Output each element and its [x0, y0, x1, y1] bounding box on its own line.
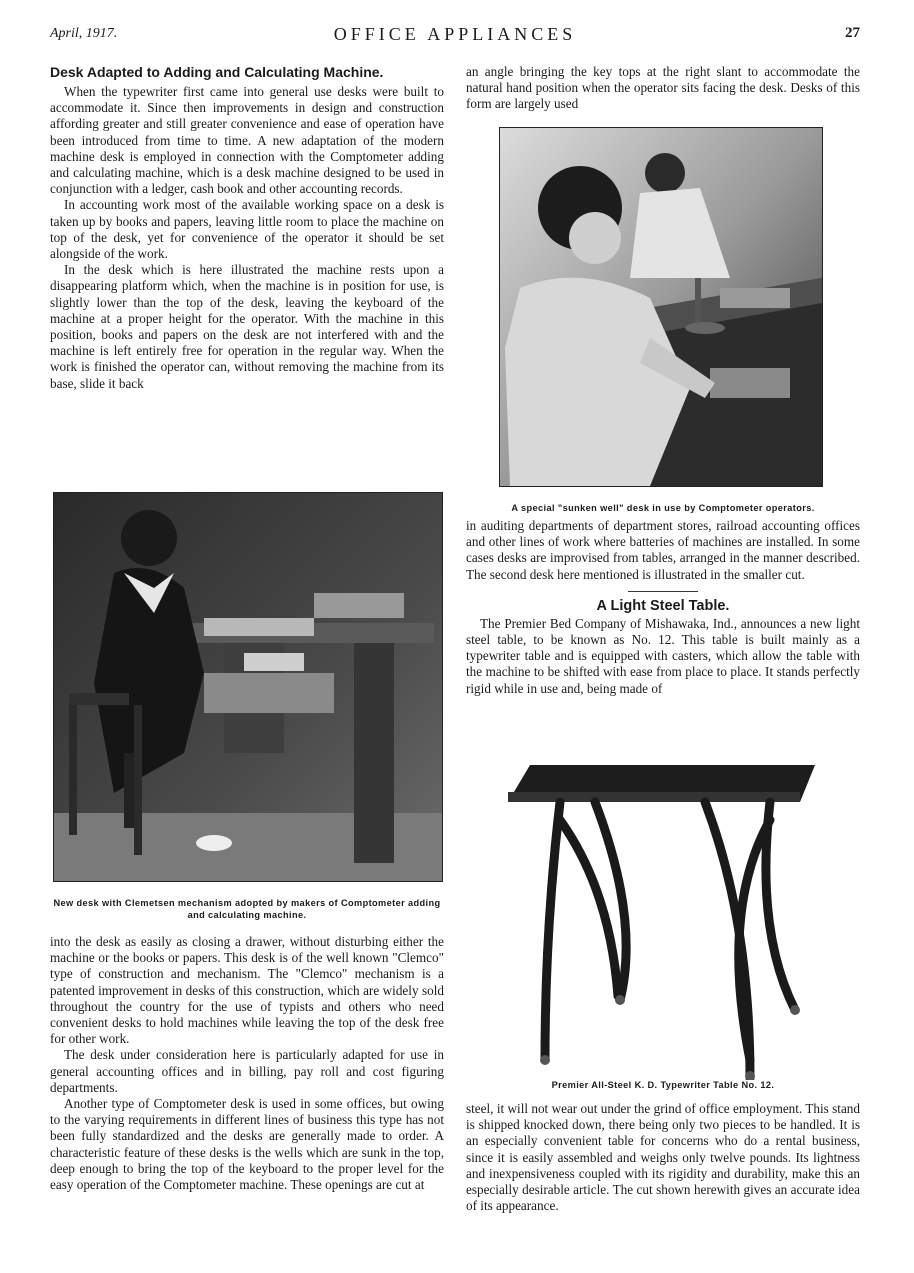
photo-sunken-well-desk — [499, 127, 823, 487]
illustration-caption: Premier All-Steel K. D. Typewriter Table No. 12. — [551, 1080, 775, 1090]
paragraph: an angle bringing the key tops at the right slant to accommodate the natural hand position when the operator sits facing the desk. Desks of this form are largely used — [466, 64, 860, 112]
right-column-bottom — [466, 1101, 860, 1214]
article-title: Desk Adapted to Adding and Calculating Machine. — [50, 64, 384, 80]
paragraph: In the desk which is here illustrated the machine rests upon a disappearing platform which, when the machine is in position for use, is slightly lower than the top of the desk, leaving the keyboard of the machine at a proper height for the operator. With the machine in this position, books and papers on the desk are not interfered with and the machine is left entirely free for operation in the regular way. When the work is finished the operator can, without removing the machine from its base, slide it back — [50, 262, 444, 391]
page-header — [50, 24, 860, 46]
paragraph: The desk under consideration here is particularly adapted for use in general accounting offices and in billing, pay roll and cost figuring departments. — [50, 1047, 444, 1095]
section-divider — [628, 591, 698, 592]
paragraph: into the desk as easily as closing a drawer, without disturbing either the machine or the books or papers. This desk is of the well known "Clemco" type of construction and mechanism. The "Clemco" mechanism is a patented improvement in desks of this construction, which are widely sold throughout the country for the use of typists and others who need convenient desks to hold machines while leaving the top of the desk free for other work. — [50, 934, 444, 1047]
issue-date: April, 1917. — [50, 26, 118, 41]
article-title: A Light Steel Table. — [596, 597, 730, 614]
paragraph: In accounting work most of the available working space on a desk is taken up by books and papers, leaving little room to place the machine on top of the desk, yet for convenience of the operator it should be set alongside of the work. — [50, 197, 444, 262]
paragraph: in auditing departments of department stores, railroad accounting offices and other lines of work where batteries of machines are installed. In some cases desks are improvised from tables, arranged in the manner described. The second desk here mentioned is illustrated in the smaller cut. — [466, 518, 860, 582]
left-column-top — [50, 64, 444, 392]
illustration-steel-table — [500, 760, 820, 1080]
journal-title: OFFICE APPLIANCES — [333, 24, 577, 44]
paragraph: steel, it will not wear out under the grind of office employment. This stand is shipped knocked down, there being only two pieces to be handled. It is an especially convenient table for concerns who do a rental business, since it is easily assembled and weighs only twelve pounds. Its lightness and inexpensiveness coupled with its rigidity and durability, make this an especially desirable article. The cut shown herewith gives an accurate idea of its appearance. — [466, 1101, 860, 1214]
paragraph: The Premier Bed Company of Mishawaka, Ind., announces a new light steel table, to be known as No. 12. This table is built mainly as a typewriter table and is equipped with casters, which allow the table with the machine to be shifted with ease from place to place. It stands perfectly rigid while in use and, being made of — [466, 615, 860, 696]
photo-caption-left: New desk with Clemetsen mechanism adopted by makers of Comptometer adding and calculating machine. — [53, 898, 441, 920]
paragraph: When the typewriter first came into general use desks were built to accommodate it. Since then improvements in design and construction affording greater and still greater convenience and ease of operation have been introduced from time to time. A new adaptation of the modern machine desk is employed in connection with the Comptometer adding and calculating machine, which is a desk machine designed to be used in conjunction with a ledger, cash book and other accounting records. — [50, 84, 444, 197]
right-column-top — [466, 64, 860, 113]
paragraph: Another type of Comptometer desk is used in some offices, but owing to the varying requirements in different lines of business this type has not been fully standardized and the desks are generally made to order. A characteristic feature of these desks is the wells which are sunk in the top, deep enough to bring the top of the keyboard to the proper level for the easy operation of the Comptometer machine. These openings are cut at — [50, 1096, 444, 1193]
page-number: 27 — [845, 25, 860, 41]
right-column-middle — [466, 518, 860, 697]
left-column-bottom — [50, 934, 444, 1193]
photo-desk-operator — [53, 492, 443, 882]
photo-caption-right: A special "sunken well" desk in use by Comptometer operators. — [511, 503, 815, 513]
